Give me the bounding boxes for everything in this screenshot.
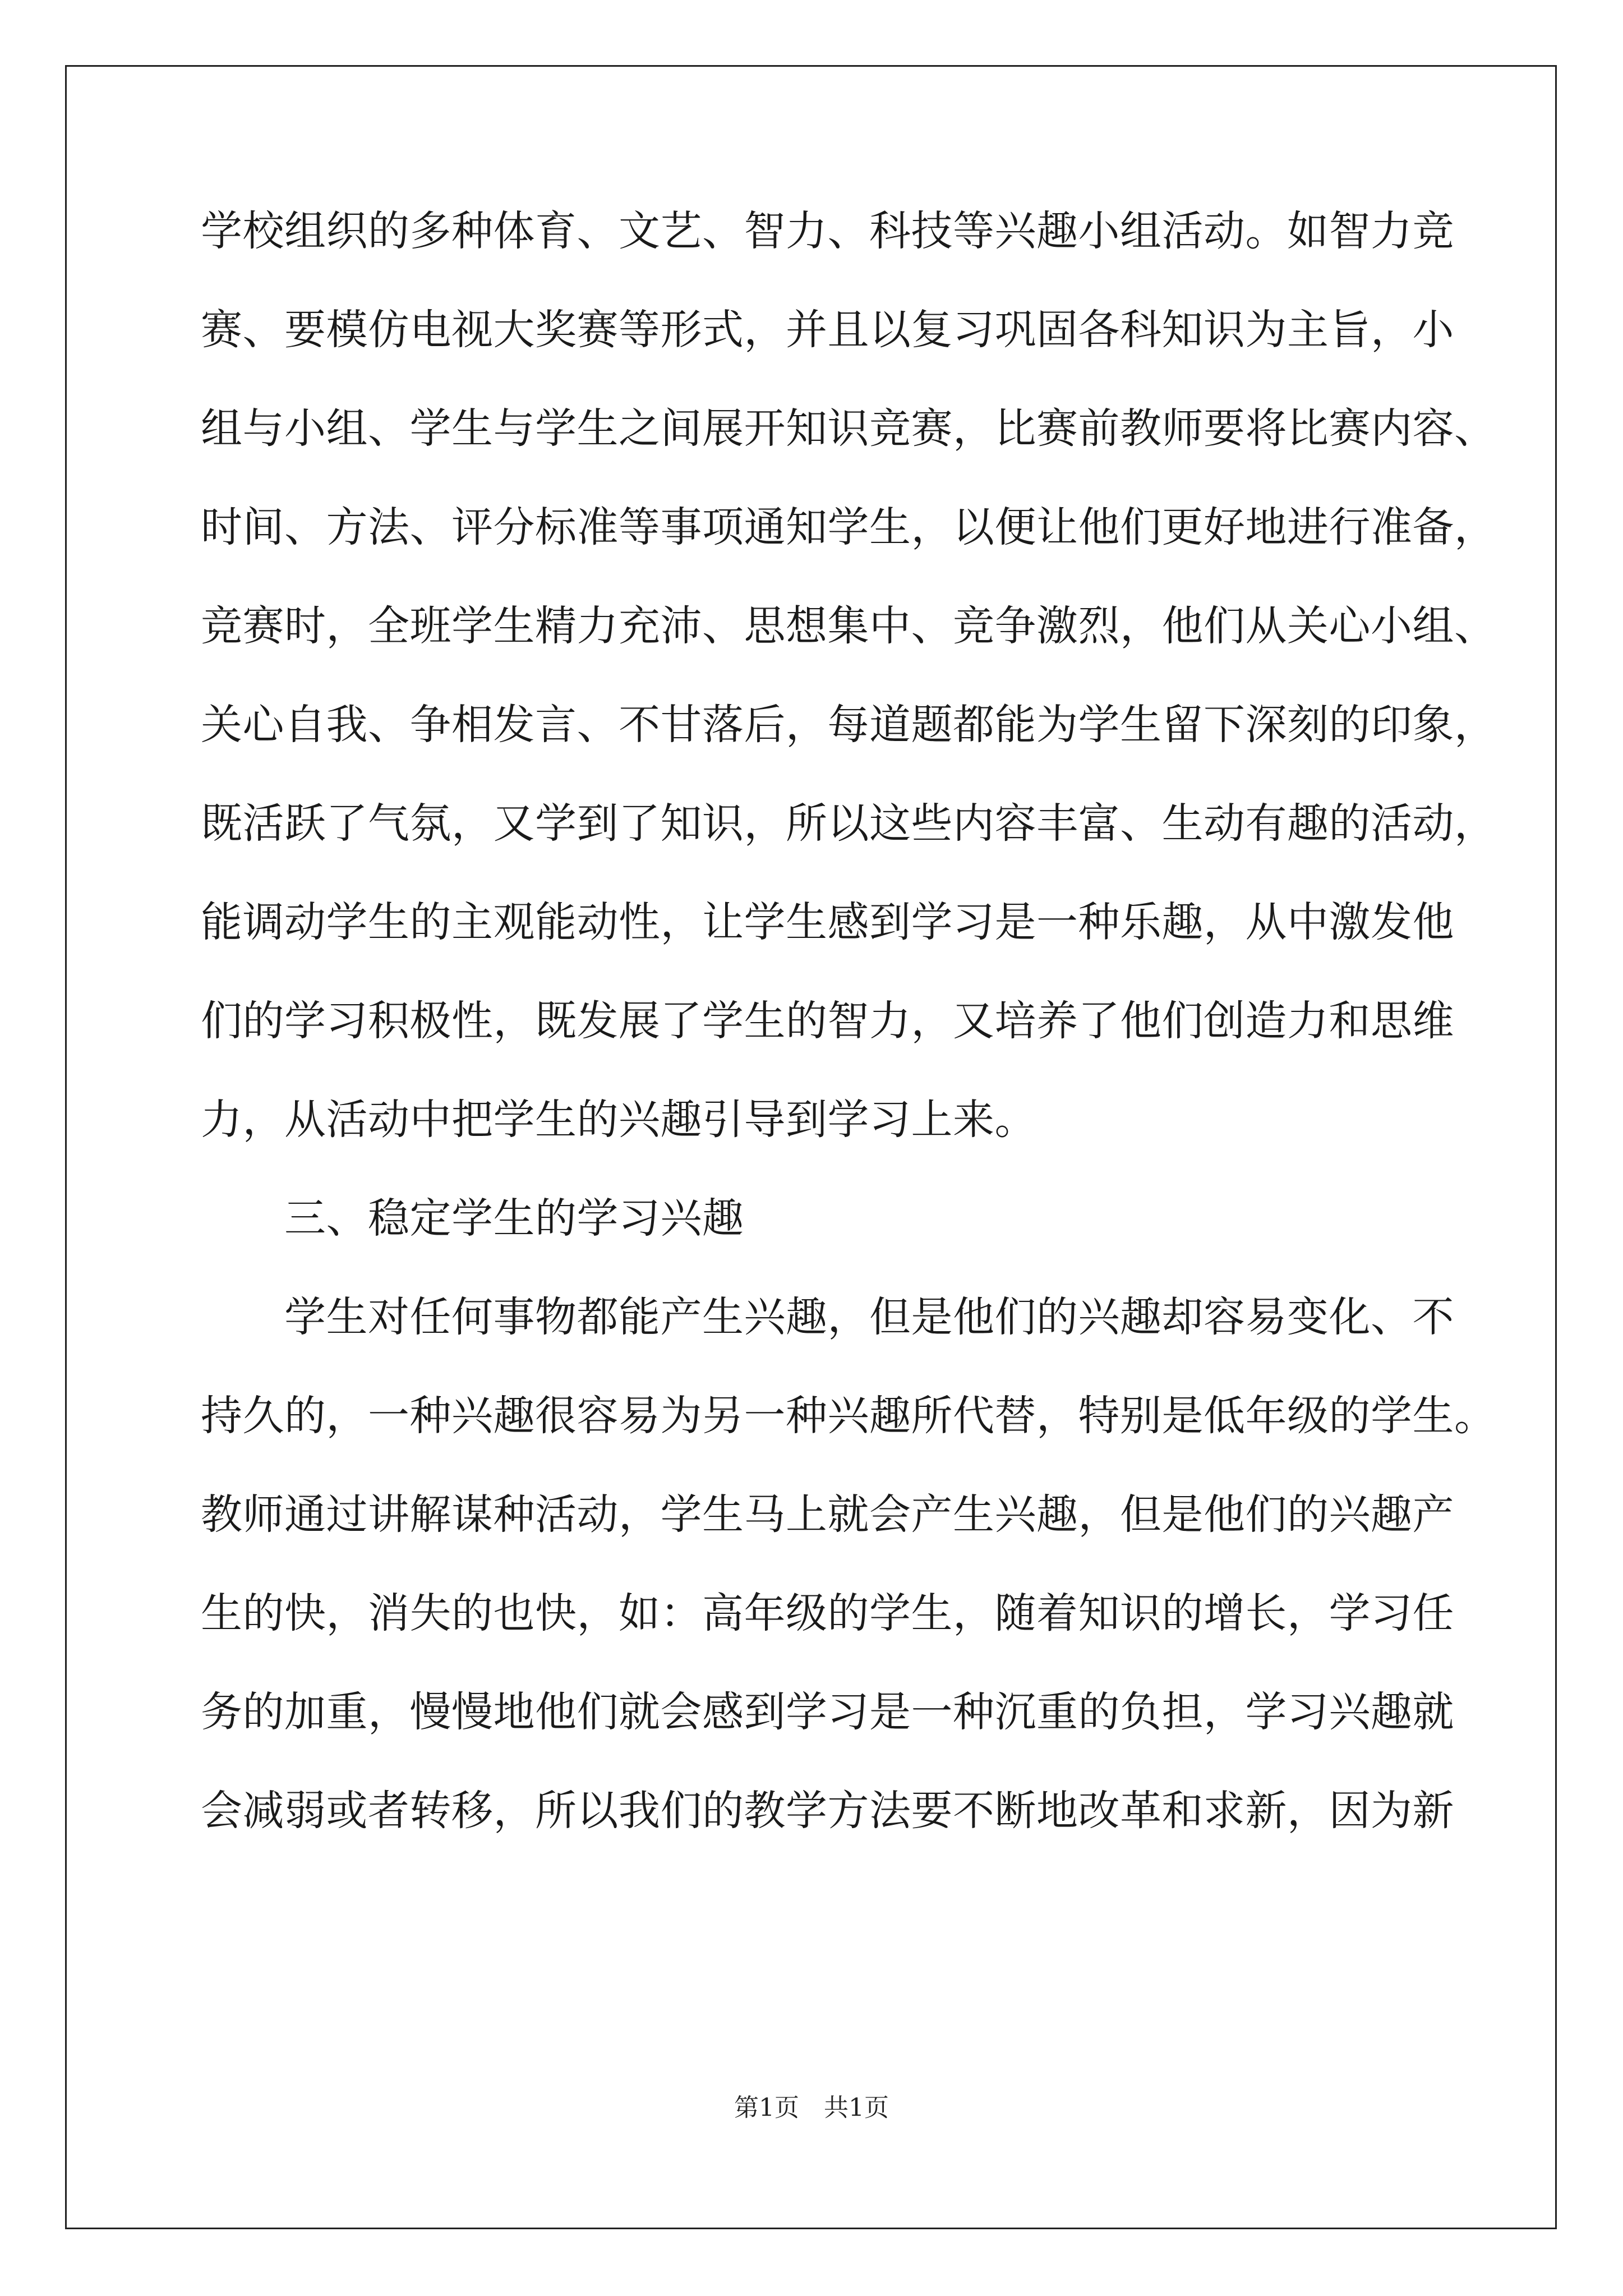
text-line: 能调动学生的主观能动性，让学生感到学习是一种乐趣，从中激发他 (201, 898, 1454, 946)
page-number-footer: 第1页 共1页 (734, 2093, 889, 2122)
text-line: 生的快，消失的也快，如：高年级的学生，随着知识的增长，学习任 (201, 1589, 1454, 1637)
text-line: 竞赛时，全班学生精力充沛、思想集中、竞争激烈，他们从关心小组、 (201, 602, 1496, 650)
text-line: 组与小组、学生与学生之间展开知识竞赛，比赛前教师要将比赛内容、 (201, 404, 1496, 453)
text-line: 既活跃了气氛，又学到了知识，所以这些内容丰富、生动有趣的活动， (201, 799, 1496, 848)
text-line: 们的学习积极性，既发展了学生的智力，又培养了他们创造力和思维 (201, 997, 1454, 1045)
text-line: 会减弱或者转移，所以我们的教学方法要不断地改革和求新，因为新 (201, 1787, 1454, 1835)
text-line: 力，从活动中把学生的兴趣引导到学习上来。 (201, 1096, 1036, 1144)
text-line: 关心自我、争相发言、不甘落后，每道题都能为学生留下深刻的印象， (201, 701, 1496, 749)
text-line: 务的加重，慢慢地他们就会感到学习是一种沉重的负担，学习兴趣就 (201, 1688, 1454, 1736)
text-line: 赛、要模仿电视大奖赛等形式，并且以复习巩固各科知识为主旨，小 (201, 306, 1454, 354)
text-line: 教师通过讲解谋种活动，学生马上就会产生兴趣，但是他们的兴趣产 (201, 1490, 1454, 1539)
text-line: 学生对任何事物都能产生兴趣，但是他们的兴趣却容易变化、不 (201, 1293, 1454, 1341)
text-line: 持久的，一种兴趣很容易为另一种兴趣所代替，特别是低年级的学生。 (201, 1392, 1496, 1440)
text-line: 学校组织的多种体育、文艺、智力、科技等兴趣小组活动。如智力竞 (201, 207, 1454, 255)
section-heading: 三、稳定学生的学习兴趣 (201, 1194, 744, 1243)
text-line: 时间、方法、评分标准等事项通知学生，以便让他们更好地进行准备， (201, 503, 1496, 551)
